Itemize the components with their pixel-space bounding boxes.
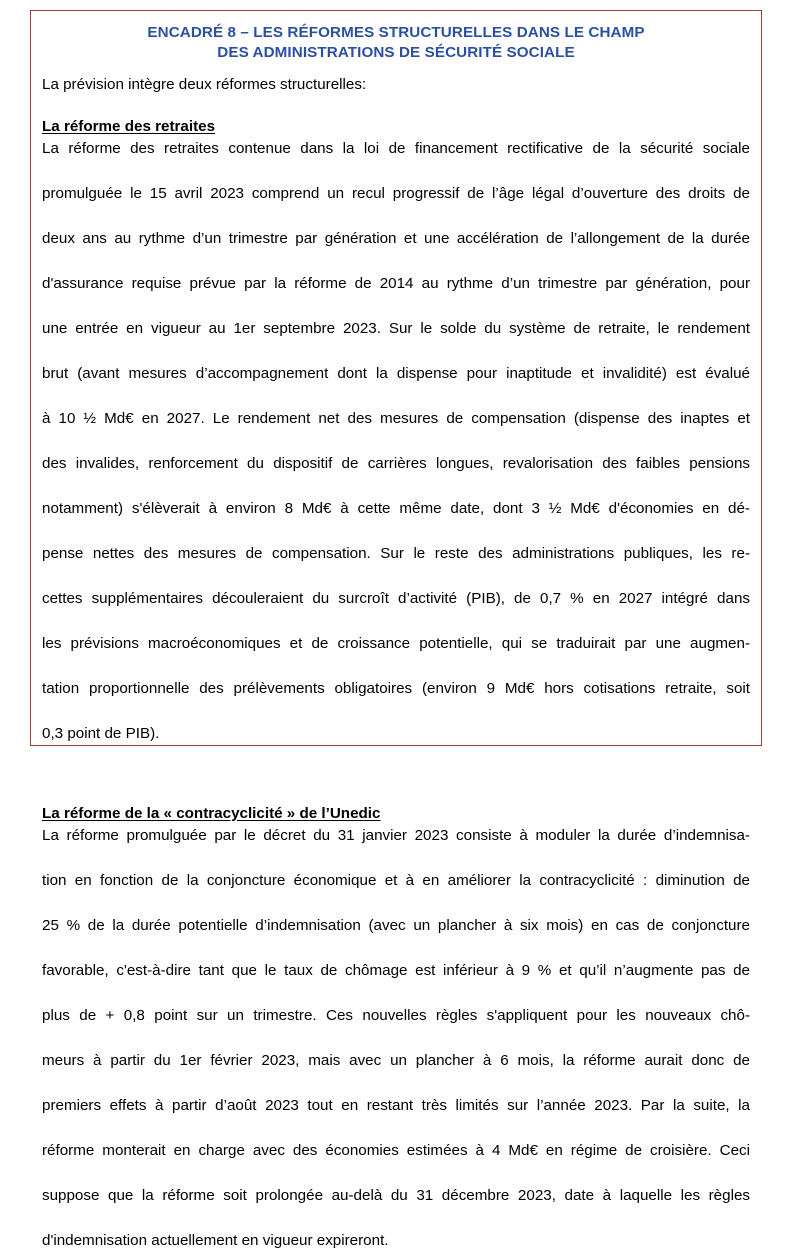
text-line: La réforme promulguée par le décret du 31 janvier 2023 consiste à moduler la durée d’indemnisa- <box>42 827 750 844</box>
text-line: deux ans au rythme d’un trimestre par génération et une accélération de l’allongement de la durée <box>42 230 750 247</box>
section-heading-unedic: La réforme de la « contracyclicité » de l’Unedic <box>42 804 381 822</box>
text-line: 25 % de la durée potentielle d’indemnisation (avec un plancher à six mois) en cas de conjoncture <box>42 917 750 934</box>
text-line: tation proportionnelle des prélèvements obligatoires (environ 9 Md€ hors cotisations retraite, soit <box>42 680 750 697</box>
text-line: notamment) s'élèverait à environ 8 Md€ à cette même date, dont 3 ½ Md€ d'économies en dé- <box>42 500 750 517</box>
text-line: d'indemnisation actuellement en vigueur expireront. <box>42 1232 389 1249</box>
text-line: promulguée le 15 avril 2023 comprend un recul progressif de l’âge légal d’ouverture des droits de <box>42 185 750 202</box>
text-line: plus de + 0,8 point sur un trimestre. Ces nouvelles règles s'appliquent pour les nouveaux chô- <box>42 1007 750 1024</box>
text-line: premiers effets à partir d’août 2023 tout en restant très limités sur l’année 2023. Par la suite, la <box>42 1097 750 1114</box>
text-line: à 10 ½ Md€ en 2027. Le rendement net des mesures de compensation (dispense des inaptes et <box>42 410 750 427</box>
text-line: des invalides, renforcement du dispositif de carrières longues, revalorisation des faibles pensions <box>42 455 750 472</box>
intro-paragraph: La prévision intègre deux réformes structurelles: <box>42 76 367 93</box>
text-line: meurs à partir du 1er février 2023, mais avec un plancher à 6 mois, la réforme aurait donc de <box>42 1052 750 1069</box>
section-unedic <box>42 803 750 1253</box>
encadre-box <box>30 10 762 1249</box>
text-line: suppose que la réforme soit prolongée au-delà du 31 décembre 2023, date à laquelle les règles <box>42 1187 750 1204</box>
section-retraites <box>42 116 750 746</box>
box-title-line-2: DES ADMINISTRATIONS DE SÉCURITÉ SOCIALE <box>217 44 575 61</box>
text-line: favorable, c'est-à-dire tant que le taux de chômage est inférieur à 9 % et qu’il n’augmente pas de <box>42 962 750 979</box>
box-title-line-1: ENCADRÉ 8 – LES RÉFORMES STRUCTURELLES DANS LE CHAMP <box>147 24 645 41</box>
text-line: tion en fonction de la conjoncture économique et à en améliorer la contracyclicité : diminution de <box>42 872 750 889</box>
text-line: les prévisions macroéconomiques et de croissance potentielle, qui se traduirait par une augmen- <box>42 635 750 652</box>
text-line: d'assurance requise prévue par la réforme de 2014 au rythme d’un trimestre par génération, pour <box>42 275 750 292</box>
text-line: une entrée en vigueur au 1er septembre 2023. Sur le solde du système de retraite, le rendement <box>42 320 750 337</box>
text-line: La réforme des retraites contenue dans la loi de financement rectificative de la sécurité sociale <box>42 140 750 157</box>
section-body-unedic <box>42 825 750 1253</box>
text-line: réforme monterait en charge avec des économies estimées à 4 Md€ en régime de croisière. Ceci <box>42 1142 750 1159</box>
text-line: pense nettes des mesures de compensation. Sur le reste des administrations publiques, les re- <box>42 545 750 562</box>
section-body-retraites <box>42 138 750 746</box>
box-title <box>42 23 750 63</box>
text-line: cettes supplémentaires découleraient du surcroît d’activité (PIB), de 0,7 % en 2027 intégré dans <box>42 590 750 607</box>
text-line: 0,3 point de PIB). <box>42 725 160 742</box>
text-line: brut (avant mesures d’accompagnement dont la dispense pour inaptitude et invalidité) est évalué <box>42 365 750 382</box>
section-heading-retraites: La réforme des retraites <box>42 117 216 135</box>
